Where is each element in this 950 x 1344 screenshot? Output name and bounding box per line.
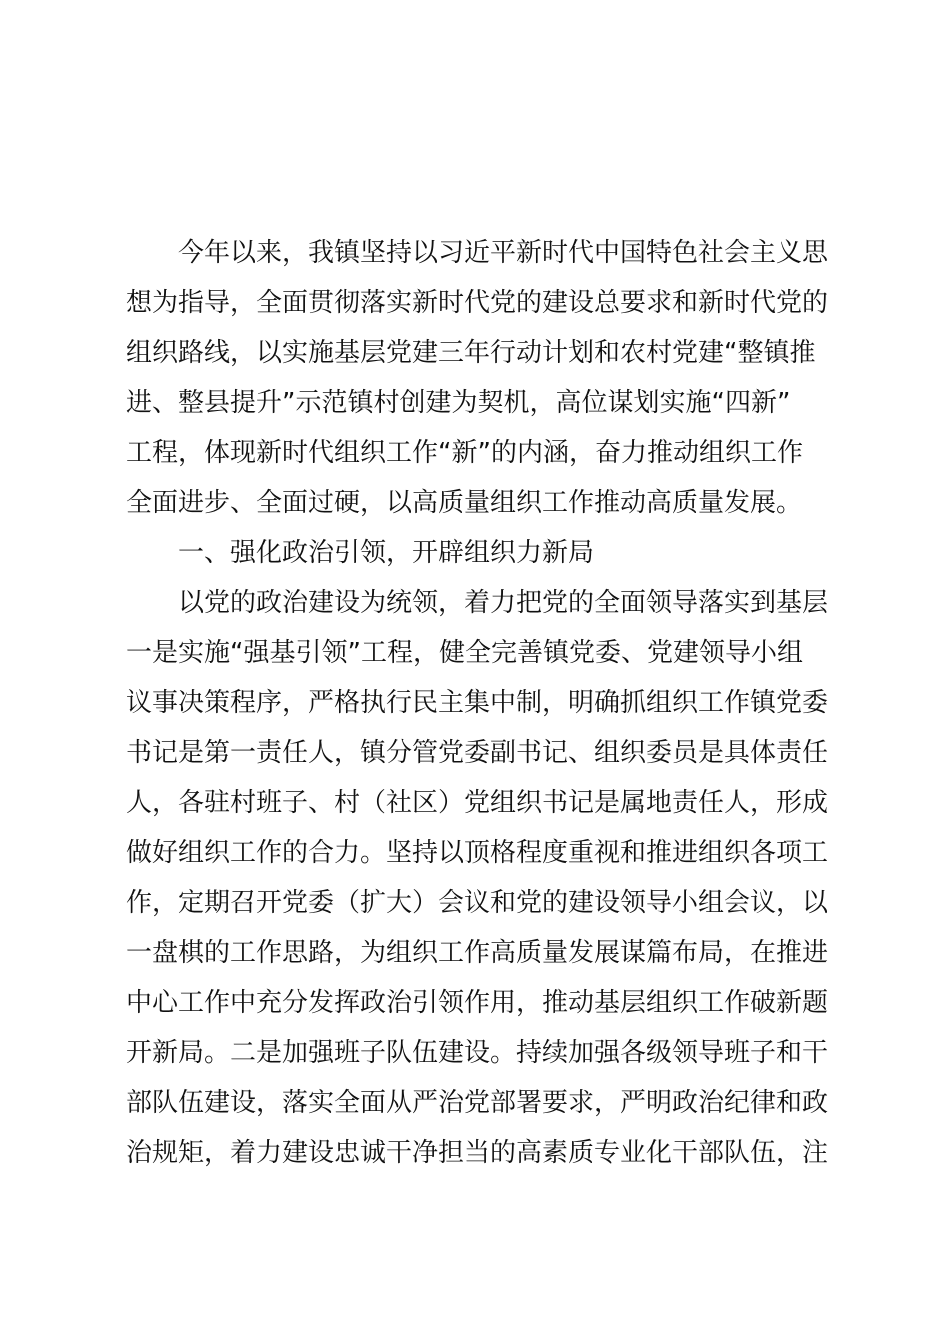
paragraph-2-line-1: 以党的政治建设为统领，着力把党的全面领导落实到基层 xyxy=(178,588,829,618)
paragraph-2-line-10: 开新局。二是加强班子队伍建设。持续加强各级领导班子和干 xyxy=(126,1038,829,1068)
paragraph-2-line-6: 做好组织工作的合力。坚持以顶格程度重视和推进组织各项工 xyxy=(126,838,829,868)
paragraph-2-line-8: 一盘棋的工作思路，为组织工作高质量发展谋篇布局，在推进 xyxy=(126,938,829,968)
paragraph-2-line-9: 中心工作中充分发挥政治引领作用，推动基层组织工作破新题 xyxy=(126,988,829,1018)
paragraph-1-line-4: 进、整县提升”示范镇村创建为契机，高位谋划实施“四新” xyxy=(126,388,791,418)
paragraph-2-line-7: 作，定期召开党委（扩大）会议和党的建设领导小组会议，以 xyxy=(126,888,829,918)
paragraph-1-line-1: 今年以来，我镇坚持以习近平新时代中国特色社会主义思 xyxy=(178,238,829,268)
paragraph-2-line-12: 治规矩，着力建设忠诚干净担当的高素质专业化干部队伍，注 xyxy=(126,1138,829,1168)
body-text xyxy=(126,228,836,1178)
paragraph-1-line-2: 想为指导，全面贯彻落实新时代党的建设总要求和新时代党的 xyxy=(126,288,829,318)
paragraph-1-line-5: 工程，体现新时代组织工作“新”的内涵，奋力推动组织工作 xyxy=(126,438,803,468)
paragraph-2-line-4: 书记是第一责任人，镇分管党委副书记、组织委员是具体责任 xyxy=(126,738,829,768)
paragraph-1-line-6: 全面进步、全面过硬，以高质量组织工作推动高质量发展。 xyxy=(126,488,803,518)
paragraph-2-line-3: 议事决策程序，严格执行民主集中制，明确抓组织工作镇党委 xyxy=(126,688,829,718)
paragraph-2-line-2: 一是实施“强基引领”工程，健全完善镇党委、党建领导小组 xyxy=(126,638,803,668)
section-heading: 一、强化政治引领，开辟组织力新局 xyxy=(178,538,595,568)
paragraph-2-line-11: 部队伍建设，落实全面从严治党部署要求，严明政治纪律和政 xyxy=(126,1088,829,1118)
paragraph-1-line-3: 组织路线，以实施基层党建三年行动计划和农村党建“整镇推 xyxy=(126,338,816,368)
paragraph-2-line-5: 人，各驻村班子、村（社区）党组织书记是属地责任人，形成 xyxy=(126,788,829,818)
